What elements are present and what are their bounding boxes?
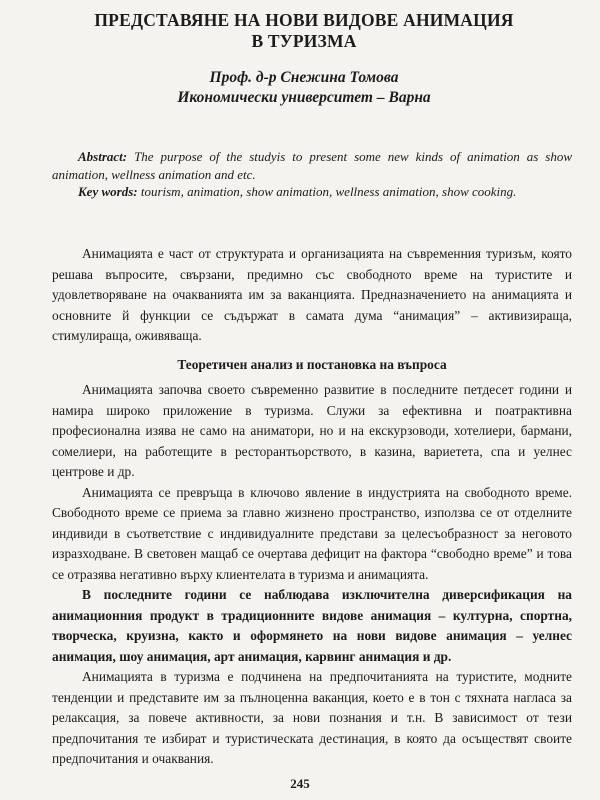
body-paragraph: Анимацията е част от структурата и организацията на съвременния туризъм, която решава въпросите, свързани, предимно със свободното време на туристите и удовлетворяване на очакванията им за ваканцията. Предназначението на анимацията и основните й функции се съдържат в самата дума “анимация” – активизираща, стимулираща, оживяваща. [52,246,572,343]
section-heading: Теоретичен анализ и постановка на въпроса [177,357,447,372]
abstract-block [52,148,572,201]
main-section [52,380,572,770]
keywords-label: Key words: [78,184,138,199]
abstract-text: The purpose of the studyis to present some new kinds of animation as show animation, wellness animation and etc. [52,149,572,182]
author-block [40,68,568,108]
abstract-label: Abstract: [78,149,128,164]
page-number: 245 [290,776,310,791]
paper-title [40,10,568,52]
keywords [52,183,572,201]
author-affiliation: Икономически университет – Варна [177,89,431,106]
body-paragraph: Анимацията в туризма е подчинена на предпочитанията на туристите, модните тенденции и представите им за пълноценна ваканция, което е в тон с тяхната нагласа за релаксация, за повече активности, за нови познания и т.н. В зависимост от тези предпочитания те избират и туристическата дестинация, в която да осъществят своите предпочитания и очаквания. [52,669,572,766]
keywords-text: tourism, animation, show animation, wellness animation, show cooking. [137,184,517,199]
intro-section [52,244,572,347]
author-name: Проф. д-р Снежина Томова [209,69,399,86]
body-paragraph-bold: В последните години се наблюдава изключителна диверсификация на анимационния продукт в традиционните видове анимация – културна, спортна, творческа, круизна, както и оформянето на нови видове анимация – уелнес анимация, шоу анимация, арт анимация, карвинг анимация и др. [52,587,572,664]
body-paragraph: Анимацията започва своето съвременно развитие в последните петдесет години и намира широко приложение в туризма. Служи за ефективна и поатрактивна професионална изява не само на аниматори, но и на екскурзоводи, хотелиери, бармани, сомелиери, на работещите в ресторантьорството, в казина, вариетета, спа и уелнес центрове и др. [52,382,572,479]
title-line-1: ПРЕДСТАВЯНЕ НА НОВИ ВИДОВЕ АНИМАЦИЯ [94,10,514,30]
abstract [52,148,572,183]
body-paragraph: Анимацията се превръща в ключово явление в индустрията на свободното време. Свободното време се приема за главно жизнено пространство, използва се от отделните индивиди в съответствие с индивидуалните представи за целесъобразност за неговото изразходване. В световен мащаб се очертава дефицит на фактора “свободно време” и това се отразява негативно върху клиентелата в туризма и анимацията. [52,484,572,582]
title-line-2: В ТУРИЗМА [251,31,357,51]
